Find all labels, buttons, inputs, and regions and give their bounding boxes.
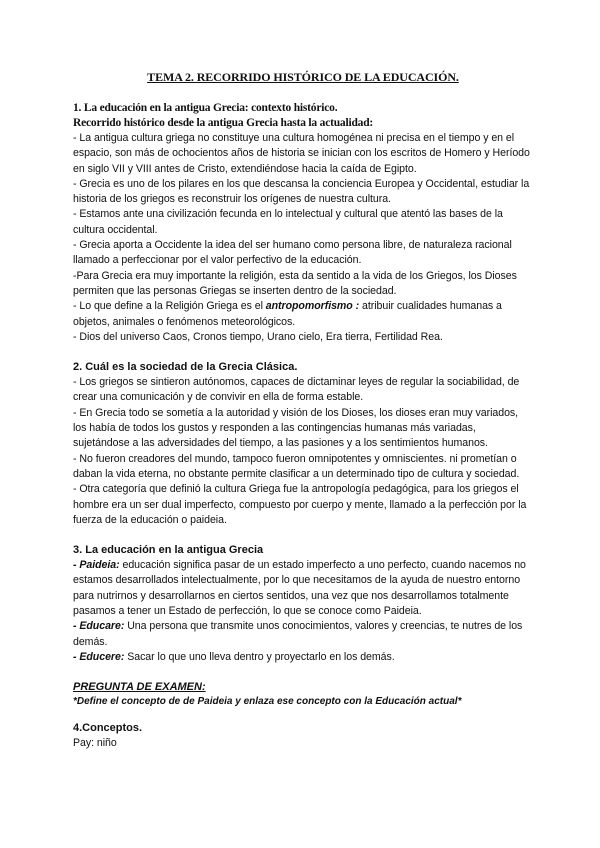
section1-paragraph: -Para Grecia era muy importante la religión, esta da sentido a la vida de los Griegos, los Dioses permiten que las personas Griegas se inserten dentro de la sociedad. <box>73 269 517 297</box>
section1-paragraph: - Estamos ante una civilización fecunda en lo intelectual y cultural que atentó las bases de la cultura occidental. <box>73 208 503 236</box>
document-page <box>73 70 533 752</box>
section2-paragraph: - No fueron creadores del mundo, tampoco fueron omnipotentes y omniscientes. ni prometían o daban la vida eterna, no obstante permite clasificar a un determinado tipo de cultura y sociedad. <box>73 452 520 480</box>
section1-subheading: Recorrido histórico desde la antigua Grecia hasta la actualidad: <box>73 117 374 129</box>
term-educare: - Educare: <box>73 620 125 633</box>
text: Sacar lo que uno lleva dentro y proyectarlo en los demás. <box>124 650 395 663</box>
section2-paragraph: - En Grecia todo se sometía a la autoridad y visión de los Dioses, los dioses eran muy variados, los había de todos los gustos y responden a las contingencias humanas más variadas, sujetándose a las adversidades del tiempo, a las pasiones y a los sentimientos humanos. <box>73 406 519 450</box>
section2-paragraph: - Los griegos se sintieron autónomos, capaces de dictaminar leyes de regular la sociabilidad, de crear una comunicación y de convivir en ella de forma estable. <box>73 376 520 404</box>
exam-question: *Define el concepto de de Paideia y enlaza ese concepto con la Educación actual* <box>73 696 462 708</box>
definition-educare <box>73 619 533 650</box>
text: Una persona que transmite unos conocimientos, valores y creencias, te nutres de los demás. <box>73 620 523 648</box>
term-educere: - Educere: <box>73 650 125 663</box>
section1-paragraph-antropomorfismo <box>73 299 533 330</box>
section1-heading: 1. La educación en la antigua Grecia: contexto histórico. <box>73 102 338 114</box>
document-title: TEMA 2. RECORRIDO HISTÓRICO DE LA EDUCACIÓN. <box>147 70 459 84</box>
section3-heading: 3. La educación en la antigua Grecia <box>73 544 264 557</box>
section4-paragraph: Pay: niño <box>73 737 117 750</box>
term-paideia: - Paideia: <box>73 559 120 572</box>
text: educación significa pasar de un estado imperfecto a uno perfecto, cuando nacemos no estamos desarrollados intelectualmente, por lo que necesitamos de la ayuda de nuestro entorno para nutrirnos y desarrollarnos en ciertos sentidos, una vez que nos desarrollamos totalmente pasamos a tener un Estado de perfección, lo que se conoce como Paideia. <box>73 559 526 618</box>
section1-paragraph: - Grecia es uno de los pilares en los que descansa la conciencia Europea y Occidental, estudiar la historia de los griegos es reconstruir los orígenes de nuestra cultura. <box>73 177 530 206</box>
section2-paragraph: - Otra categoría que definió la cultura Griega fue la antropología pedagógica, para los griegos el hombre era un ser dual imperfecto, compuesto por cuerpo y mente, llamado a la perfección por la fuerza de la educación o paideia. <box>73 483 527 526</box>
section1-paragraph: - Dios del universo Caos, Cronos tiempo, Urano cielo, Era tierra, Fertilidad Rea. <box>73 330 443 343</box>
definition-educere <box>73 650 533 665</box>
exam-heading: PREGUNTA DE EXAMEN: <box>73 681 206 694</box>
definition-paideia <box>73 558 533 619</box>
text: - Lo que define a la Religión Griega es el <box>73 300 266 313</box>
section1-paragraph: - La antigua cultura griega no constituye una cultura homogénea ni precisa en el tiempo y en el espacio, son más de ochocientos años de historia se inician con los escritos de Homero y Heríodo en siglo VII y VIII antes de Cristo, extendiéndose hacia la caída de Egipto. <box>73 132 530 175</box>
term-antropomorfismo: antropomorfismo : <box>265 300 360 313</box>
section2-heading: 2. Cuál es la sociedad de la Grecia Clásica. <box>73 361 298 374</box>
section4-heading: 4.Conceptos. <box>73 722 143 735</box>
section1-paragraph: - Grecia aporta a Occidente la idea del ser humano como persona libre, de naturaleza racional llamado a perfeccionar por el valor perfectivo de la educación. <box>73 239 512 267</box>
text: atribuir cualidades humanas a objetos, animales o fenómenos meteorológicos. <box>73 300 502 328</box>
